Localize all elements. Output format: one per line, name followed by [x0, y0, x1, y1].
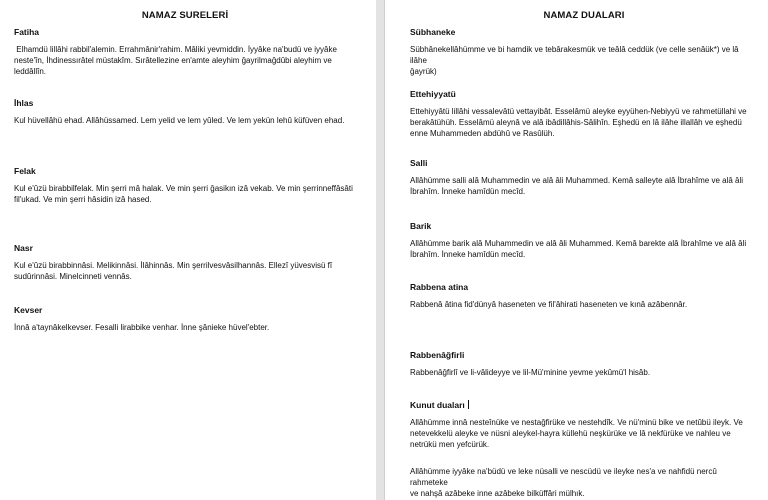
section-heading-text: Kunut duaları	[410, 400, 465, 410]
section-heading: Rabbena atina	[410, 282, 469, 292]
section-fatiha	[14, 27, 358, 77]
section-heading-with-cursor[interactable]	[410, 400, 756, 411]
section-text: Rabbenâğfirlî ve li-vâlideyye ve lil-Mü'minine yevme yekûmü'l hisâb.	[410, 368, 651, 377]
section-text: Kul e'ûzü birabbilfelak. Min şerri mâ halak. Ve min şerri ğasikın izâ vekab. Ve min şerrinneffâsâti fil'ukad. Ve min şerri hâsidin izâ hased.	[14, 184, 353, 204]
section-heading: Barik	[410, 221, 432, 231]
section-text: Allâhümme salli alâ Muhammedin ve alâ âli Muhammed. Kemâ salleyte alâ İbrahîme ve alâ âli İbrahîm. İnneke hamîdün mecîd.	[410, 176, 744, 196]
section-heading: İhlas	[14, 98, 34, 108]
section-heading: Salli	[410, 158, 428, 168]
page-gap	[376, 0, 385, 500]
section-text: Kul e'ûzü birabbinnâsi. Melikinnâsi. İlâhinnâs. Min şerrilvesvâsilhannâs. Ellezî yüvesvisü fî sudûrinnâsi. Minelcinneti vennâs.	[14, 261, 333, 281]
section-felak	[14, 166, 358, 205]
section-text: Allâhümme iyyâke na'büdü ve leke nüsalli ve nescüdü ve ileyke nes'a ve nahfidü nercû rahmeteke ve nahşâ azâbeke inne azâbeke bilküffâri mülhık.	[410, 467, 717, 498]
section-text: Ettehiyyâtü lillâhi vessalevâtü vettayibât. Esselâmü aleyke eyyühen-Nebiyyü ve rahmetüllahi ve berakâtühüh. Esselâmü aleynâ ve alâ ibâdillâhis-Sâlihîn. Eşhedü en lâ ilâhe illallâh ve eşhedü enne Muhammeden abdühû ve Rasûlüh.	[410, 107, 747, 138]
section-ihlas	[14, 98, 358, 126]
left-document-page	[0, 0, 376, 500]
section-heading: Kevser	[14, 305, 43, 315]
section-text: İnnâ a'taynâkelkevser. Fesalli lirabbike venhar. İnne şânieke hüvel'ebter.	[14, 323, 270, 332]
section-ettehiyyatu	[410, 89, 756, 139]
text-cursor	[468, 400, 469, 409]
section-heading: Sübhaneke	[410, 27, 456, 37]
section-heading: Ettehiyyatü	[410, 89, 456, 99]
section-heading: Fatiha	[14, 27, 40, 37]
section-text: Allâhümme barik alâ Muhammedin ve alâ âli Muhammed. Kemâ barekte alâ İbrahîme ve alâ âli İbrahîm. İnneke hamîdün mecîd.	[410, 239, 747, 259]
section-heading: Nasr	[14, 243, 33, 253]
page-title: NAMAZ SURELERİ	[141, 10, 229, 21]
section-barik	[410, 221, 756, 260]
section-text: Kul hüvellâhü ehad. Allâhüssamed. Lem yelid ve lem yûled. Ve lem yekün lehû küfüven ehad.	[14, 116, 345, 125]
section-text: Rabbenâ âtina fid'dünyâ haseneten ve fil'âhirati haseneten ve kınâ azâbennâr.	[410, 300, 688, 309]
section-heading: Rabbenâğfirli	[410, 350, 465, 360]
section-subhaneke	[410, 27, 756, 77]
section-rabbenagfirli	[410, 350, 756, 378]
section-salli	[410, 158, 756, 197]
section-text: Sübhânekellâhümme ve bi hamdik ve tebârakesmük ve teâlâ ceddük (ve celle senâük*) ve lâ ilâhe ğayrük)	[410, 45, 739, 76]
right-document-page	[385, 0, 768, 500]
section-kunut-second	[410, 466, 756, 499]
section-kevser	[14, 305, 358, 333]
page-title: NAMAZ DUALARI	[543, 10, 625, 21]
section-nasr	[14, 243, 358, 282]
section-text: Elhamdü lillâhi rabbil'alemin. Errahmânir'rahim. Mâliki yevmiddin. İyyâke na'budü ve iyyâke neste'în, İhdinessırâtel müstakîm. Sırâtellezine en'amte aleyhim ğayrilmağdûbi aleyhim ve leddâllîn.	[14, 45, 337, 76]
section-rabbena-atina	[410, 282, 756, 310]
section-text: Allâhümme innâ nesteînüke ve nestağfirüke ve nestehdîk. Ve nü'minü bike ve netûbü ileyk. Ve netevekkelü aleyke ve nüsni aleykel-hayra küllehü neşkürüke ve lâ nekfürüke ve nahleu ve netrükü men yefcürük.	[410, 418, 743, 449]
section-heading: Felak	[14, 166, 36, 176]
section-kunut-dualari	[410, 400, 756, 450]
